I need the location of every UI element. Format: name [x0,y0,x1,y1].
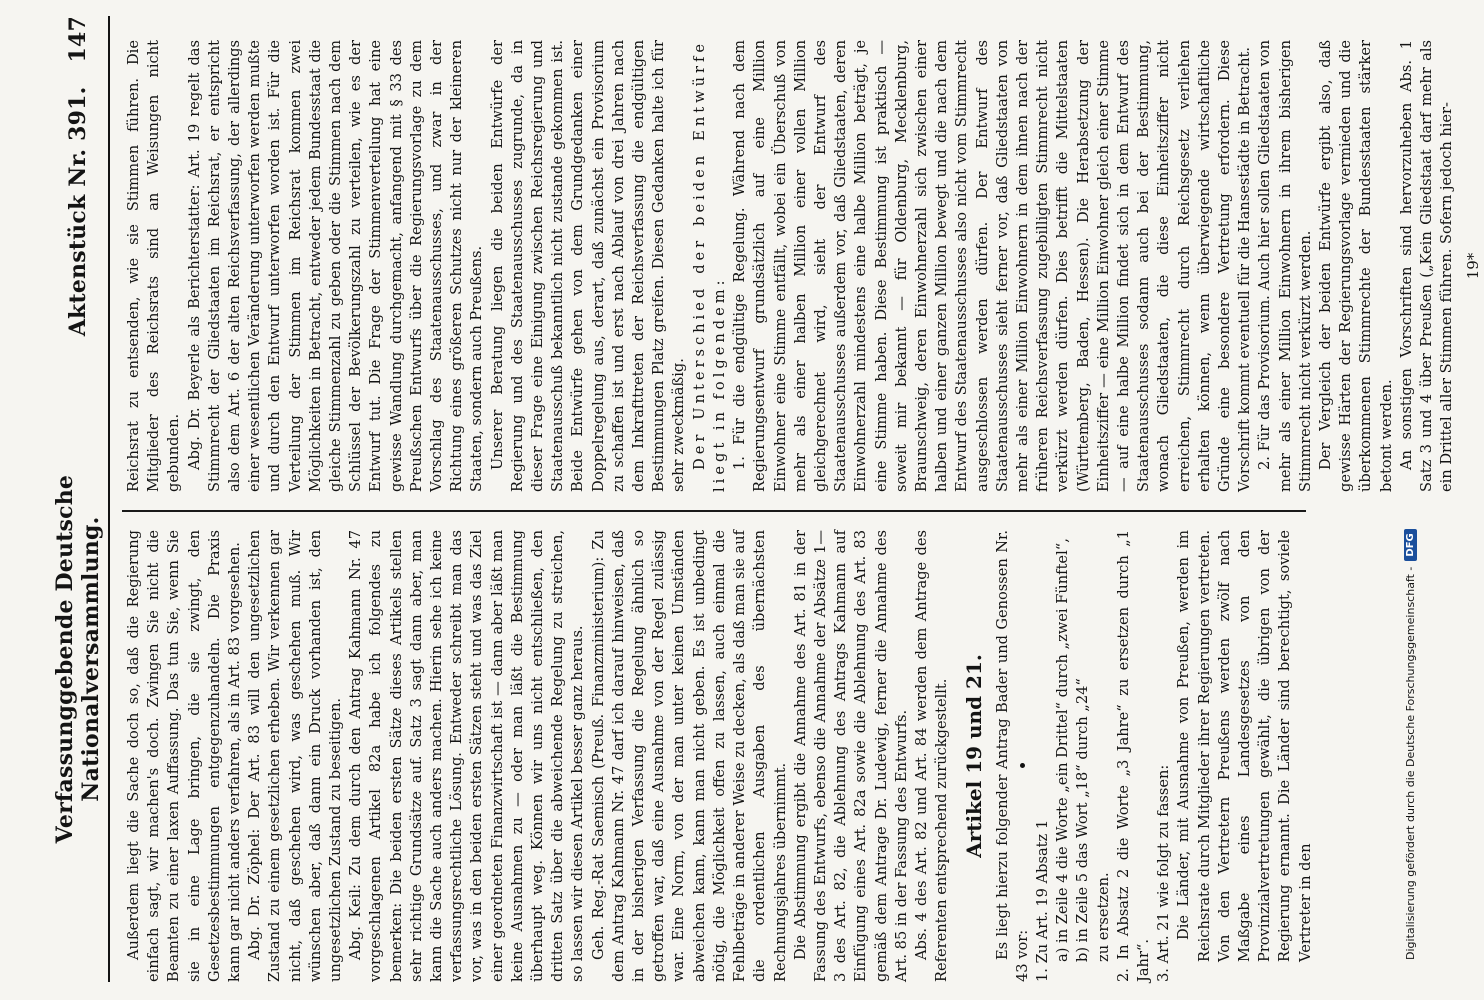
list-item: 1. Zu Art. 19 Absatz 1 [1033,819,1051,982]
paragraph: Unserer Beratung liegen die beiden Entwürfe der Regierung und des Staatenausschusses zugrunde, da in dieser Frage eine Einigung zwischen Reichsregierung und Staatenausschuß bekanntlich nicht zustande gekommen ist. Beide Entwürfe gehen von dem Grundgedanken einer Doppelregelung aus, derart, daß zunächst ein Provisorium zu schaffen ist und erst nach Ablauf von drei Jahren nach dem Inkrafttreten der Reichsverfassung die endgültigen Bestimmungen Platz greifen. Diesen Gedanken halte ich für sehr zweckmäßig. [488,40,688,492]
assembly-title: Verfassunggebende Deutsche Nationalversammlung. [52,474,104,844]
section-intro: Es liegt hierzu folgender Antrag Bader und Genossen Nr. 43 vor: [993,530,1031,982]
paragraph: Abg. Dr. Beyerle als Berichterstatter: Art. 19 regelt das Stimmrecht der Gliedstaaten im Reichsrat, er entspricht also dem Art. 6 der alten Reichsverfassung, der allerdings einer wesentlichen Veränderung unterworfen werden mußte und durch den Entwurf unterworfen worden ist. Für die Verteilung der Stimmen im Reichsrat kommen zwei Möglichkeiten in Betracht, entweder jedem Bundesstaat die gleiche Stimmenzahl zu geben oder die Stimmen nach dem Schlüssel der Bevölkerungszahl zu verteilen, wie es der Entwurf tut. Die Frage der Stimmenverteilung hat eine gewisse Wandlung durchgemacht, anfangend mit § 33 des Preußschen Entwurfs über die Regierungsvorlage zu dem Vorschlag des Staatenausschusses, und zwar in der Richtung eines größeren Schutzes nicht nur der kleineren Staaten, sondern auch Preußens. [185,40,486,492]
list-item: 2. In Absatz 2 die Worte „3 Jahre“ zu ersetzen durch „1 Jahr“. [1114,530,1152,982]
digitization-credit [1404,30,1417,960]
list-item: 3. Art. 21 wie folgt zu fassen: [1155,764,1173,982]
paragraph: Außerdem liegt die Sache doch so, daß die Regierung einfach sagt, wir machen's doch. Zwingen Sie nicht die Beamten zu einer laxen Auffassung. Das tun Sie, wenn Sie sie in eine Lage bringen, die sie zwingt, den Gesetzesbestimmungen entgegenzuhandeln. Die Praxis kann gar nicht anders verfahren, als in Art. 83 vorgesehen. [125,530,244,982]
page-header [48,16,110,982]
paragraph: Die Abstimmung ergibt die Annahme des Art. 81 in der Fassung des Entwurfs, ebenso die Annahme der Absätze 1—3 des Art. 82, die Ablehnung des Antrags Kahmann auf Einfügung eines Art. 82a sowie die Ablehnung des Art. 83 gemäß dem Antrage Dr. Ludewig, ferner die Annahme des Art. 85 in der Fassung des Entwurfs. [791,530,910,982]
paragraph: 2. Für das Provisorium. Auch hier sollen Gliedstaaten von mehr als einer Million Einwohnern in ihrem bisherigen Stimmrecht nicht verkürzt werden. [1256,40,1314,492]
paragraph: Geh. Reg.-Rat Saemisch (Preuß. Finanzministerium): Zu dem Antrag Kahmann Nr. 47 darf ich darauf hinweisen, daß in der bisherigen Verfassung die Regelung ähnlich so getroffen war, daß eine Ausnahme von der Regel zulässig war. Eine Norm, von der man unter keinen Umständen abweichen kann, kann man nicht geben. Es ist unbedingt nötig, die Möglichkeit offen zu lassen, auch einmal die Fehlbeträge in anderer Weise zu decken, als daß man sie auf die ordentlichen Ausgaben des übernächsten Rechnungsjahres übernimmt. [589,530,789,982]
list-item: a) in Zeile 4 die Worte „ein Drittel“ durch „zwei Fünftel“, [1054,538,1072,962]
paragraph: Abg. Keil: Zu dem durch den Antrag Kahmann Nr. 47 vorgeschlagenen Artikel 82a habe ich folgendes zu bemerken: Die beiden ersten Sätze dieses Artikels stellen sehr richtige Grundsätze auf. Satz 3 sagt dann aber, man kann die Sache auch anders machen. Hierin sehe ich keine verfassungsrechtliche Lösung. Entweder schreibt man das vor, was in den beiden ersten Sätzen steht und was das Ziel einer geordneten Finanzwirtschaft ist — dann aber läßt man keine Ausnahmen zu — oder man läßt die Bestimmung überhaupt weg. Können wir uns nicht entschließen, den dritten Satz über die abweichende Regelung zu streichen, so lassen wir diesen Artikel besser ganz heraus. [347,530,587,982]
paragraph: An sonstigen Vorschriften sind hervorzuheben Abs. 1 Satz 3 und 4 über Preußen („Kein Gliedstaat darf mehr als ein Drittel aller Stimmen führen. Sofern jedoch hier- [1397,40,1456,492]
margin-dot [1020,763,1025,768]
paragraph: Abg. Dr. Zöphel: Der Art. 83 will den ungesetzlichen Zustand zu einem gesetzlichen erheben. Wir verkennen gar nicht, daß geschehen wird, was geschehen muß. Wir wünschen aber, daß dann ein Druck vorhanden ist, den ungesetzlichen Zustand zu beseitigen. [246,530,345,982]
left-column [124,530,1314,982]
document-number: Aktenstück Nr. 391. [65,86,91,337]
paragraph: Der Vergleich der beiden Entwürfe ergibt also, daß gewisse Härten der Regierungsvorlage vermieden und die überkommenen Stimmrechte der Bundesstaaten stärker betont werden. [1316,40,1395,492]
list-item: zu ersetzen. [1094,872,1112,962]
signature-mark: 19* [1464,252,1483,280]
paragraph: 1. Für die endgültige Regelung. Während nach dem Regierungsentwurf grundsätzlich auf eine Million Einwohner eine Stimme entfällt, wobei ein Überschuß von mehr als einer halben Million einer vollen Million gleichgerechnet wird, sieht der Entwurf des Staatenausschusses außerdem vor, daß Gliedstaaten, deren Einwohnerzahl mindestens eine halbe Million beträgt, je eine Stimme haben. Diese Bestimmung ist praktisch — soweit mir bekannt — für Oldenburg, Mecklenburg, Braunschweig, deren Einwohnerzahl sich zwischen einer halben und einer ganzen Million bewegt und die nach dem Entwurf des Staatenausschusses also nicht vom Stimmrecht ausgeschlossen werden dürfen. Der Entwurf des Staatenausschusses sieht ferner vor, daß Gliedstaaten von mehr als einer Million Einwohnern in dem ihnen nach der früheren Reichsverfassung zugebilligten Stimmrecht nicht verkürzt werden dürfen. Dies betrifft die Mittelstaaten (Württemberg, Baden, Hessen). Die Herabsetzung der Einheitsziffer — eine Million Einwohner gleich einer Stimme — auf eine halbe Million findet sich in dem Entwurf des Staatenausschusses sodann auch bei der Bestimmung, wonach Gliedstaaten, die diese Einheitsziffer nicht erreichen, Stimmrecht durch Reichsgesetz verliehen erhalten können, wenn überwiegende wirtschaftliche Gründe eine besondere Vertretung erfordern. Diese Vorschrift kommt eventuell für die Hansestädte in Betracht. [731,40,1254,492]
page-number: 147 [65,16,91,63]
right-column [124,40,1483,492]
list-item: Die Länder, mit Ausnahme von Preußen, werden im Reichsrate durch Mitglieder ihrer Regierungen vertreten. Von den Vertretern Preußens werden zwölf nach Maßgabe eines Landesgesetzes von den Provinzialvertretungen gewählt, die übrigen von der Regierung ernannt. Die Länder sind berechtigt, soviele Vertreter in den [1175,530,1314,962]
paragraph: Abs. 4 des Art. 82 und Art. 84 werden dem Antrage des Referenten entsprechend zurückgestellt. [912,530,951,982]
paragraph: Reichsrat zu entsenden, wie sie Stimmen führen. Die Mitglieder des Reichsrats sind an Weisungen nicht gebunden. [125,40,183,492]
credit-text: Digitalisierung gefördert durch die Deutsche Forschungsgemeinschaft - [1404,566,1417,960]
column-divider [122,511,1306,513]
dfg-logo: DFG [1404,529,1417,560]
amendment-list [1033,530,1316,982]
paragraph: Der Unterschied der beiden Entwürfe liegt in folgendem: [690,40,728,492]
section-heading: Artikel 19 und 21. [962,654,987,858]
list-item: b) in Zeile 5 das Wort „18“ durch „24“ [1074,678,1092,962]
